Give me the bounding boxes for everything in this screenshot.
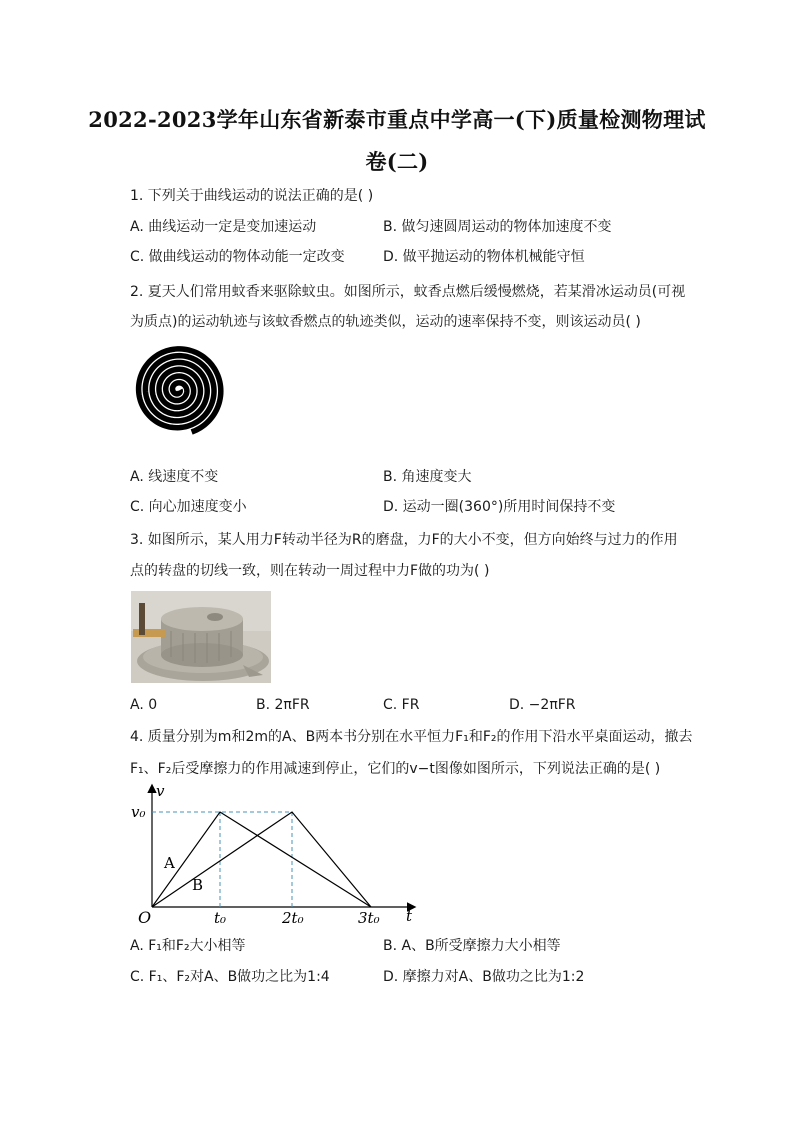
q3-option-b: B. 2πFR xyxy=(256,697,310,713)
q2-stem-line-2: 为质点)的运动轨迹与该蚊香燃点的轨迹类似，运动的速率保持不变，则该运动员( ) xyxy=(130,314,641,330)
q2-option-c: C. 向心加速度变小 xyxy=(130,499,247,515)
q4-stem-line-2: F₁、F₂后受摩擦力的作用减速到停止，它们的v−t图像如图所示，下列说法正确的是( ) xyxy=(130,761,661,777)
3t0-label: 3t₀ xyxy=(358,909,380,927)
q2-option-a: A. 线速度不变 xyxy=(130,469,219,485)
q3-option-c: C. FR xyxy=(383,697,420,713)
v0-label: v₀ xyxy=(131,803,146,821)
q4-option-a: A. F₁和F₂大小相等 xyxy=(130,938,246,954)
line-b xyxy=(152,812,371,907)
q1-option-c: C. 做曲线运动的物体动能一定改变 xyxy=(130,249,345,265)
line-a xyxy=(152,812,371,907)
q2-option-d: D. 运动一圈(360°)所用时间保持不变 xyxy=(383,499,616,515)
millstone-photo xyxy=(131,591,271,683)
v-t-graph xyxy=(128,780,428,928)
paper-title-line-1: 2022-2023学年山东省新泰市重点中学高一(下)质量检测物理试 xyxy=(88,107,706,132)
q1-stem: 1. 下列关于曲线运动的说法正确的是( ) xyxy=(130,188,374,204)
q1-option-b: B. 做匀速圆周运动的物体加速度不变 xyxy=(383,219,612,235)
v-axis-label: v xyxy=(156,782,165,800)
q4-option-d: D. 摩擦力对A、B做功之比为1:2 xyxy=(383,969,585,985)
mosquito-coil-figure xyxy=(128,344,238,436)
paper-title-line-2: 卷(二) xyxy=(365,149,429,174)
q4-stem-line-1: 4. 质量分别为m和2m的A、B两本书分别在水平恒力F₁和F₂的作用下沿水平桌面运动，撤去 xyxy=(130,729,693,745)
q3-option-a: A. 0 xyxy=(130,697,158,713)
q4-option-b: B. A、B所受摩擦力大小相等 xyxy=(383,938,561,954)
origin-label: O xyxy=(138,908,152,927)
q1-option-d: D. 做平抛运动的物体机械能守恒 xyxy=(383,249,585,265)
q4-option-c: C. F₁、F₂对A、B做功之比为1:4 xyxy=(130,969,330,985)
q2-stem-line-1: 2. 夏天人们常用蚊香来驱除蚊虫。如图所示，蚊香点燃后缓慢燃烧，若某滑冰运动员(可视 xyxy=(130,284,686,300)
q3-option-d: D. −2πFR xyxy=(509,697,576,713)
t-axis-label: t xyxy=(406,907,413,925)
q3-stem-line-2: 点的转盘的切线一致，则在转动一周过程中力F做的功为( ) xyxy=(130,563,490,579)
q2-option-b: B. 角速度变大 xyxy=(383,469,472,485)
q1-option-a: A. 曲线运动一定是变加速运动 xyxy=(130,219,317,235)
line-a-label: A xyxy=(164,854,175,872)
mosquito-coil-spiral xyxy=(139,349,221,432)
t0-label: t₀ xyxy=(214,909,227,927)
line-b-label: B xyxy=(192,876,204,894)
2t0-label: 2t₀ xyxy=(282,909,304,927)
q3-stem-line-1: 3. 如图所示，某人用力F转动半径为R的磨盘，力F的大小不变，但方向始终与过力的作用 xyxy=(130,532,678,548)
